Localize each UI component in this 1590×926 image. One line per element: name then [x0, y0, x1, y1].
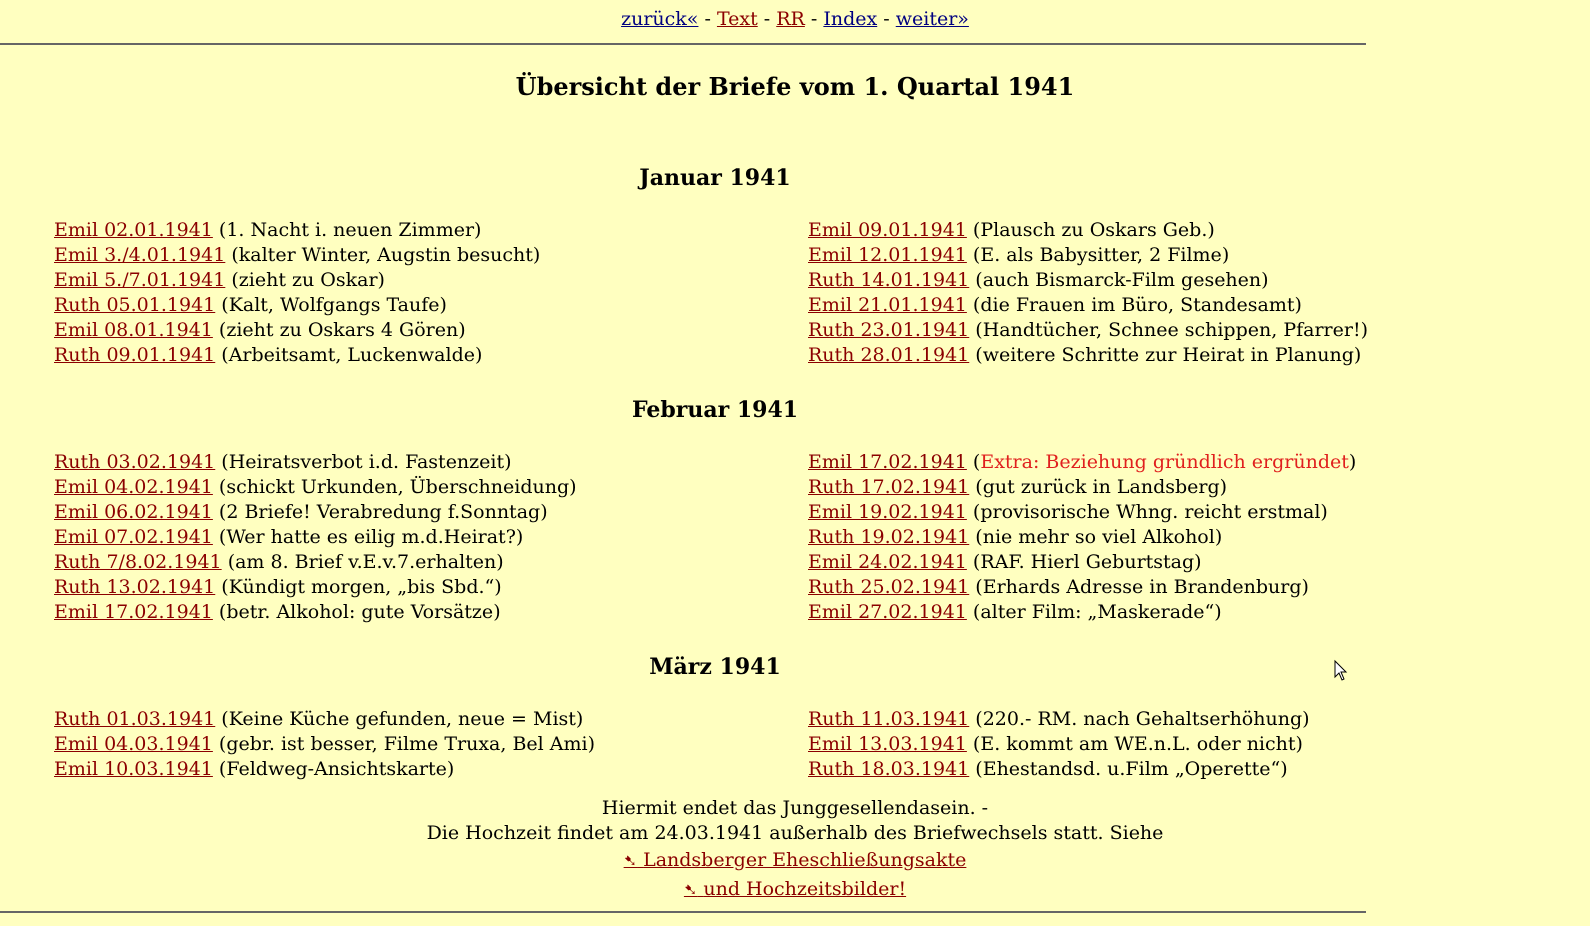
index-link[interactable]: Index — [823, 8, 878, 30]
back-link[interactable]: zurück« — [621, 8, 699, 30]
month-heading-maerz: März 1941 — [649, 654, 781, 680]
letter-note: Keine Küche gefunden, neue = Mist — [228, 708, 576, 730]
letter-link[interactable]: Ruth 7/8.02.1941 — [54, 551, 222, 573]
bottom-divider — [0, 911, 1366, 913]
letters-januar-left — [54, 218, 540, 368]
letter-note: alter Film: „Maskerade“ — [980, 601, 1215, 623]
nav-separator: - — [877, 8, 896, 30]
top-divider — [0, 43, 1366, 45]
letter-note: am 8. Brief v.E.v.7.erhalten — [235, 551, 497, 573]
letter-entry: Emil 04.02.1941 (schickt Urkunden, Überschneidung) — [54, 476, 577, 498]
closing-section — [0, 796, 1590, 904]
letter-link[interactable]: Ruth 09.01.1941 — [54, 344, 216, 366]
letter-entry: Emil 12.01.1941 (E. als Babysitter, 2 Filme) — [808, 244, 1230, 266]
letter-link[interactable]: Emil 04.02.1941 — [54, 476, 213, 498]
letter-entry: Emil 07.02.1941 (Wer hatte es eilig m.d.Heirat?) — [54, 526, 524, 548]
letter-link[interactable]: Emil 10.03.1941 — [54, 758, 213, 780]
letters-maerz-left — [54, 707, 595, 782]
letter-note: Ehestandsd. u.Film „Operette“ — [982, 758, 1281, 780]
letter-note: Erhards Adresse in Brandenburg — [982, 576, 1302, 598]
arrow-icon: ➷ — [623, 851, 638, 870]
letter-link[interactable]: Emil 06.02.1941 — [54, 501, 213, 523]
letter-entry: Ruth 18.03.1941 (Ehestandsd. u.Film „Operette“) — [808, 758, 1288, 780]
letter-link[interactable]: Emil 19.02.1941 — [808, 501, 967, 523]
letter-note: Kalt, Wolfgangs Taufe — [228, 294, 440, 316]
letter-link[interactable]: Emil 12.01.1941 — [808, 244, 967, 266]
letter-entry: Ruth 03.02.1941 (Heiratsverbot i.d. Fastenzeit) — [54, 451, 512, 473]
letter-link[interactable]: Emil 13.03.1941 — [808, 733, 967, 755]
nav-separator: - — [757, 8, 777, 30]
letter-note: 1. Nacht i. neuen Zimmer — [226, 219, 475, 241]
letter-entry: Ruth 11.03.1941 (220.- RM. nach Gehaltserhöhung) — [808, 708, 1310, 730]
month-heading-februar: Februar 1941 — [631, 397, 799, 423]
letter-note: zieht zu Oskars 4 Gören — [226, 319, 459, 341]
letter-link[interactable]: Ruth 25.02.1941 — [808, 576, 970, 598]
letter-link[interactable]: Ruth 19.02.1941 — [808, 526, 970, 548]
letter-note: Extra: Beziehung gründlich ergründet — [980, 451, 1349, 473]
letter-link[interactable]: Ruth 01.03.1941 — [54, 708, 216, 730]
letter-entry: Emil 24.02.1941 (RAF. Hierl Geburtstag) — [808, 551, 1202, 573]
closing-line-2: Die Hochzeit findet am 24.03.1941 außerhalb des Briefwechsels statt. Siehe — [426, 822, 1164, 844]
letter-entry: Ruth 25.02.1941 (Erhards Adresse in Brandenburg) — [808, 576, 1309, 598]
letter-entry: Ruth 13.02.1941 (Kündigt morgen, „bis Sbd.“) — [54, 576, 502, 598]
letter-link[interactable]: Ruth 18.03.1941 — [808, 758, 970, 780]
letter-entry: Ruth 19.02.1941 (nie mehr so viel Alkohol) — [808, 526, 1223, 548]
letter-entry: Emil 21.01.1941 (die Frauen im Büro, Standesamt) — [808, 294, 1302, 316]
letters-februar-left — [54, 450, 577, 625]
letters-februar-right — [808, 450, 1356, 625]
letter-note: Kündigt morgen, „bis Sbd.“ — [228, 576, 495, 598]
letter-entry: Ruth 01.03.1941 (Keine Küche gefunden, neue = Mist) — [54, 708, 584, 730]
letter-note: Feldweg-Ansichtskarte — [226, 758, 447, 780]
letter-note: weitere Schritte zur Heirat in Planung — [982, 344, 1354, 366]
letter-note: auch Bismarck-Film gesehen — [982, 269, 1262, 291]
rr-link[interactable]: RR — [776, 8, 805, 30]
letter-link[interactable]: Emil 07.02.1941 — [54, 526, 213, 548]
letters-januar-right — [808, 218, 1368, 368]
closing-line-1: Hiermit endet das Junggesellendasein. - — [601, 797, 989, 819]
letter-link[interactable]: Emil 17.02.1941 — [808, 451, 967, 473]
top-navigation — [0, 8, 1590, 30]
letter-entry: Emil 5./7.01.1941 (zieht zu Oskar) — [54, 269, 385, 291]
letter-link[interactable]: Emil 21.01.1941 — [808, 294, 967, 316]
eheschliessungsakte-label: Landsberger Eheschließungsakte — [643, 849, 967, 871]
letter-note: die Frauen im Büro, Standesamt — [980, 294, 1295, 316]
letter-entry: Ruth 17.02.1941 (gut zurück in Landsberg) — [808, 476, 1228, 498]
mouse-cursor-icon — [1334, 660, 1348, 682]
letter-link[interactable]: Ruth 17.02.1941 — [808, 476, 970, 498]
letter-note: E. kommt am WE.n.L. oder nicht — [980, 733, 1296, 755]
letter-entry: Emil 06.02.1941 (2 Briefe! Verabredung f.Sonntag) — [54, 501, 548, 523]
letter-note: nie mehr so viel Alkohol — [982, 526, 1215, 548]
letter-entry: Emil 27.02.1941 (alter Film: „Maskerade“) — [808, 601, 1222, 623]
letter-entry: Ruth 09.01.1941 (Arbeitsamt, Luckenwalde) — [54, 344, 483, 366]
letter-entry: Ruth 05.01.1941 (Kalt, Wolfgangs Taufe) — [54, 294, 447, 316]
letter-entry: Ruth 7/8.02.1941 (am 8. Brief v.E.v.7.erhalten) — [54, 551, 504, 573]
page-title: Übersicht der Briefe vom 1. Quartal 1941 — [515, 72, 1075, 101]
letter-entry: Emil 17.02.1941 (Extra: Beziehung gründlich ergründet) — [808, 451, 1357, 473]
nav-separator: - — [698, 8, 717, 30]
letter-note: Wer hatte es eilig m.d.Heirat? — [226, 526, 516, 548]
letter-entry: Emil 08.01.1941 (zieht zu Oskars 4 Gören) — [54, 319, 466, 341]
letter-link[interactable]: Ruth 03.02.1941 — [54, 451, 216, 473]
letters-maerz-right — [808, 707, 1310, 782]
letter-link[interactable]: Ruth 28.01.1941 — [808, 344, 970, 366]
letter-note: 2 Briefe! Verabredung f.Sonntag — [226, 501, 541, 523]
letter-note: Handtücher, Schnee schippen, Pfarrer! — [982, 319, 1361, 341]
letter-link[interactable]: Ruth 11.03.1941 — [808, 708, 970, 730]
month-heading-januar: Januar 1941 — [639, 165, 791, 191]
letter-link[interactable]: Emil 3./4.01.1941 — [54, 244, 226, 266]
letter-entry: Ruth 23.01.1941 (Handtücher, Schnee schippen, Pfarrer!) — [808, 319, 1369, 341]
hochzeitsbilder-link[interactable] — [684, 878, 906, 900]
text-link[interactable]: Text — [716, 8, 758, 30]
next-link[interactable]: weiter» — [895, 8, 969, 30]
hochzeitsbilder-label: und Hochzeitsbilder! — [703, 878, 907, 900]
letter-note: zieht zu Oskar — [238, 269, 378, 291]
nav-separator: - — [804, 8, 824, 30]
letter-link[interactable]: Emil 5./7.01.1941 — [54, 269, 226, 291]
letter-link[interactable]: Emil 27.02.1941 — [808, 601, 967, 623]
letter-note: E. als Babysitter, 2 Filme — [980, 244, 1222, 266]
letter-entry: Emil 09.01.1941 (Plausch zu Oskars Geb.) — [808, 219, 1215, 241]
letter-entry: Emil 10.03.1941 (Feldweg-Ansichtskarte) — [54, 758, 455, 780]
letter-note: Heiratsverbot i.d. Fastenzeit — [228, 451, 505, 473]
letter-link[interactable]: Emil 08.01.1941 — [54, 319, 213, 341]
letter-link[interactable]: Emil 04.03.1941 — [54, 733, 213, 755]
letter-link[interactable]: Ruth 05.01.1941 — [54, 294, 216, 316]
letter-entry: Emil 3./4.01.1941 (kalter Winter, Augstin besucht) — [54, 244, 541, 266]
letter-note: RAF. Hierl Geburtstag — [980, 551, 1195, 573]
letter-link[interactable]: Emil 17.02.1941 — [54, 601, 213, 623]
letter-link[interactable]: Emil 24.02.1941 — [808, 551, 967, 573]
letter-entry: Ruth 14.01.1941 (auch Bismarck-Film gesehen) — [808, 269, 1269, 291]
letter-note: schickt Urkunden, Überschneidung — [226, 476, 570, 498]
letter-link[interactable]: Ruth 13.02.1941 — [54, 576, 216, 598]
letter-note: Arbeitsamt, Luckenwalde — [228, 344, 475, 366]
letter-entry: Emil 17.02.1941 (betr. Alkohol: gute Vorsätze) — [54, 601, 501, 623]
letter-link[interactable]: Ruth 14.01.1941 — [808, 269, 970, 291]
eheschliessungsakte-link[interactable] — [624, 849, 967, 871]
letter-note: Plausch zu Oskars Geb. — [980, 219, 1208, 241]
letter-note: gut zurück in Landsberg — [982, 476, 1220, 498]
letter-link[interactable]: Emil 02.01.1941 — [54, 219, 213, 241]
letter-link[interactable]: Ruth 23.01.1941 — [808, 319, 970, 341]
letter-note: 220.- RM. nach Gehaltserhöhung — [982, 708, 1303, 730]
letter-link[interactable]: Emil 09.01.1941 — [808, 219, 967, 241]
letter-entry: Emil 13.03.1941 (E. kommt am WE.n.L. oder nicht) — [808, 733, 1303, 755]
letter-note: provisorische Whng. reicht erstmal — [980, 501, 1321, 523]
letter-entry: Emil 19.02.1941 (provisorische Whng. reicht erstmal) — [808, 501, 1328, 523]
letter-entry: Emil 04.03.1941 (gebr. ist besser, Filme Truxa, Bel Ami) — [54, 733, 596, 755]
letter-entry: Emil 02.01.1941 (1. Nacht i. neuen Zimmer) — [54, 219, 482, 241]
letter-note: gebr. ist besser, Filme Truxa, Bel Ami — [226, 733, 588, 755]
arrow-icon: ➷ — [683, 880, 698, 899]
letter-note: kalter Winter, Augstin besucht — [238, 244, 533, 266]
letter-entry: Ruth 28.01.1941 (weitere Schritte zur Heirat in Planung) — [808, 344, 1362, 366]
letter-note: betr. Alkohol: gute Vorsätze — [226, 601, 494, 623]
